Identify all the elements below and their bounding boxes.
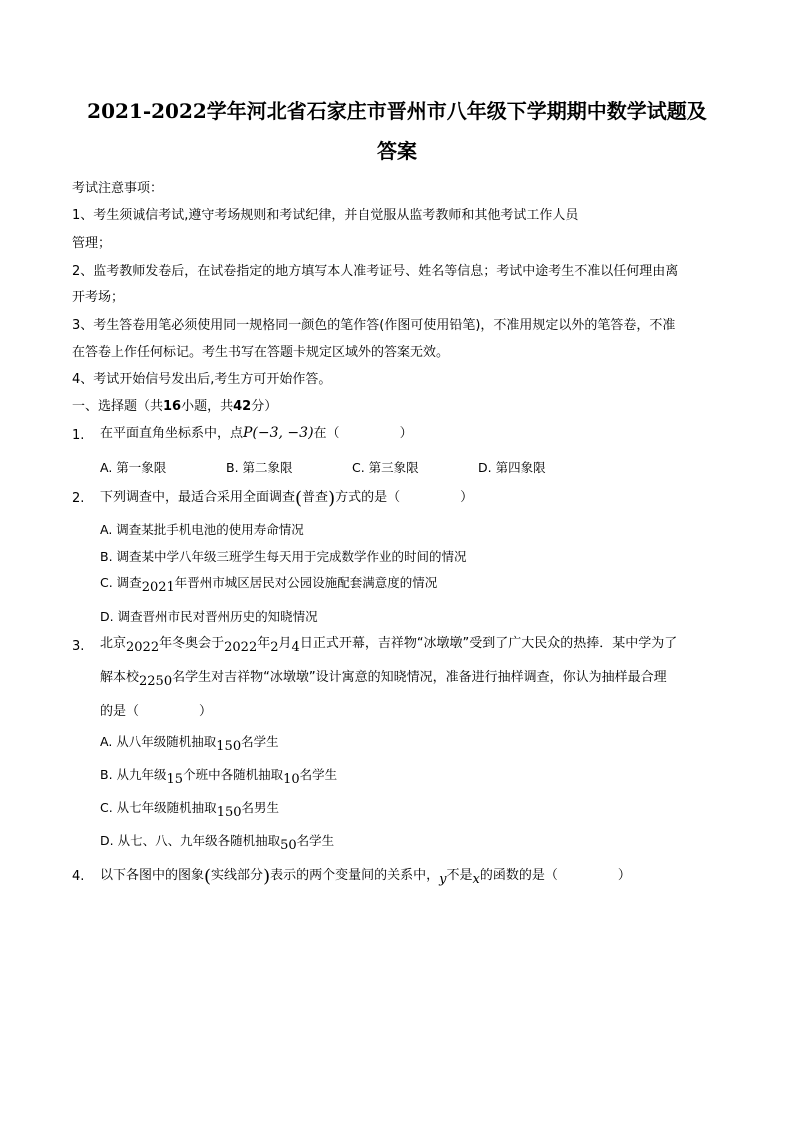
q2-stem-post: 方式的是（: [335, 490, 401, 505]
section-prefix: 一、选择题（共: [72, 399, 164, 414]
q4-lparen: (: [204, 866, 212, 887]
q2-option-a: A. 调查某批手机电池的使用寿命情况: [100, 522, 304, 537]
notice-item-4: 4、考试开始信号发出后,考生方可开始作答。: [72, 372, 332, 387]
q4-stem-pre: 以下各图中的图象: [100, 868, 205, 883]
document-title-line2: 答案: [377, 139, 417, 163]
notice-item-2-cont: 开考场；: [72, 290, 125, 305]
q1-close: ）: [399, 426, 413, 441]
q2-option-c-post: 年晋州市城区居民对公园设施配套满意度的情况: [174, 575, 438, 590]
q3-stem-line3: [100, 703, 212, 721]
q2-option-c-pre: C. 调查: [100, 575, 142, 590]
q3-text: 日正式开幕，吉祥物“冰墩墩”受到了广大民众的热捧．某中学为了: [299, 636, 678, 651]
q1-stem-pre: 在平面直角坐标系中，点: [100, 426, 244, 441]
q3-option-a-pre: A. 从八年级随机抽取: [100, 734, 217, 749]
q1-number: 1.: [72, 428, 85, 443]
q3-option-c-pre: C. 从七年级随机抽取: [100, 800, 217, 815]
q2-stem-pre: 下列调查中，最适合采用全面调查: [100, 490, 296, 505]
q3-year-1: 2022: [126, 640, 160, 655]
notice-item-2: 2、监考教师发卷后，在试卷指定的地方填写本人准考证号、姓名等信息；考试中途考生不准以任何理由离: [72, 264, 679, 279]
q3-option-a: [100, 733, 279, 752]
q2-number: 2.: [72, 491, 85, 506]
q3-option-b: [100, 766, 337, 785]
q3-text: 的是（: [100, 704, 140, 719]
q2-lparen: (: [295, 488, 303, 509]
q4-close: ）: [617, 868, 631, 883]
q4-stem-post2: 不是: [446, 868, 473, 883]
q2-rparen: ): [328, 488, 336, 509]
q2-stem-mid: 普查: [302, 490, 329, 505]
q4-stem: [100, 865, 631, 885]
q1-stem-post: 在（: [313, 426, 340, 441]
q3-month: 2: [270, 640, 279, 655]
q3-day: 4: [291, 640, 300, 655]
q3-text: 月: [278, 636, 292, 651]
q3-option-a-num: 150: [216, 739, 242, 754]
section-mid: 小题，共: [181, 399, 234, 414]
q3-option-c-num: 150: [216, 805, 242, 820]
document-title-line1: 2021-2022学年河北省石家庄市晋州市八年级下学期期中数学试题及: [87, 99, 707, 123]
q3-option-d-post: 名学生: [296, 833, 335, 848]
section-points: 42: [233, 399, 252, 414]
q3-option-c-post: 名男生: [241, 800, 280, 815]
q2-close: ）: [460, 490, 474, 505]
notice-item-1: 1、考生须诚信考试,遵守考场规则和考试纪律，并自觉服从监考教师和其他考试工作人员: [72, 208, 579, 223]
q3-option-d-pre: D. 从七、八、九年级各随机抽取: [100, 833, 281, 848]
q4-stem-mid: 实线部分: [211, 868, 264, 883]
q3-text: 年: [257, 636, 271, 651]
q3-stem-line1: [100, 635, 677, 653]
q1-option-c: C. 第三象限: [352, 460, 419, 475]
q4-stem-post3: 的函数的是（: [479, 868, 558, 883]
q4-stem-post1: 表示的两个变量间的关系中，: [270, 868, 440, 883]
notice-heading: 考试注意事项：: [72, 181, 164, 196]
q1-option-b: B. 第二象限: [226, 460, 293, 475]
q3-option-a-post: 名学生: [241, 734, 279, 749]
q4-number: 4.: [72, 869, 85, 884]
notice-item-1-cont: 管理；: [72, 236, 112, 251]
q3-option-d-num: 50: [280, 838, 297, 853]
q1-point: P(−3, −3): [243, 425, 314, 441]
q3-student-count: 2250: [139, 674, 173, 689]
q3-option-b-num2: 10: [283, 772, 300, 787]
q3-stem-line2: [100, 669, 667, 687]
q3-option-b-mid: 个班中各随机抽取: [183, 767, 284, 782]
q3-text: 解本校: [100, 670, 140, 685]
q2-option-b: B. 调查某中学八年级三班学生每天用于完成数学作业的时间的情况: [100, 549, 467, 564]
q3-option-b-pre: B. 从九年级: [100, 767, 167, 782]
q3-text: 名学生对吉祥物“冰墩墩”设计寓意的知晓情况，准备进行抽样调查，你认为抽样最合理: [172, 670, 667, 685]
q4-rparen: ): [263, 866, 271, 887]
q3-close: ）: [199, 704, 213, 719]
q3-option-b-post: 名学生: [299, 767, 338, 782]
q2-option-d: D. 调查晋州市民对晋州历史的知晓情况: [100, 609, 318, 624]
q4-var-x: x: [472, 872, 480, 887]
q1-option-a: A. 第一象限: [100, 460, 167, 475]
section-suffix: 分）: [251, 399, 278, 414]
section-heading: [72, 398, 277, 416]
q3-year-2: 2022: [224, 640, 258, 655]
q1-stem: [100, 424, 413, 443]
q3-option-d: [100, 832, 334, 851]
q3-option-c: [100, 799, 279, 818]
q1-option-d: D. 第四象限: [478, 460, 546, 475]
q2-option-c: [100, 574, 437, 593]
notice-item-3-cont: 在答卷上作任何标记。考生书写在答题卡规定区域外的答案无效。: [72, 345, 450, 360]
q2-option-c-year: 2021: [141, 580, 175, 595]
q2-stem: [100, 487, 473, 507]
section-question-count: 16: [163, 399, 182, 414]
q3-option-b-num1: 15: [166, 772, 184, 787]
notice-item-3: 3、考生答卷用笔必须使用同一规格同一颜色的笔作答(作图可使用铅笔)，不准用规定以外的笔答卷，不准: [72, 318, 676, 333]
q4-var-y: y: [439, 872, 447, 887]
q3-number: 3.: [72, 639, 85, 654]
q3-text: 年冬奥会于: [159, 636, 225, 651]
q3-text: 北京: [100, 636, 127, 651]
